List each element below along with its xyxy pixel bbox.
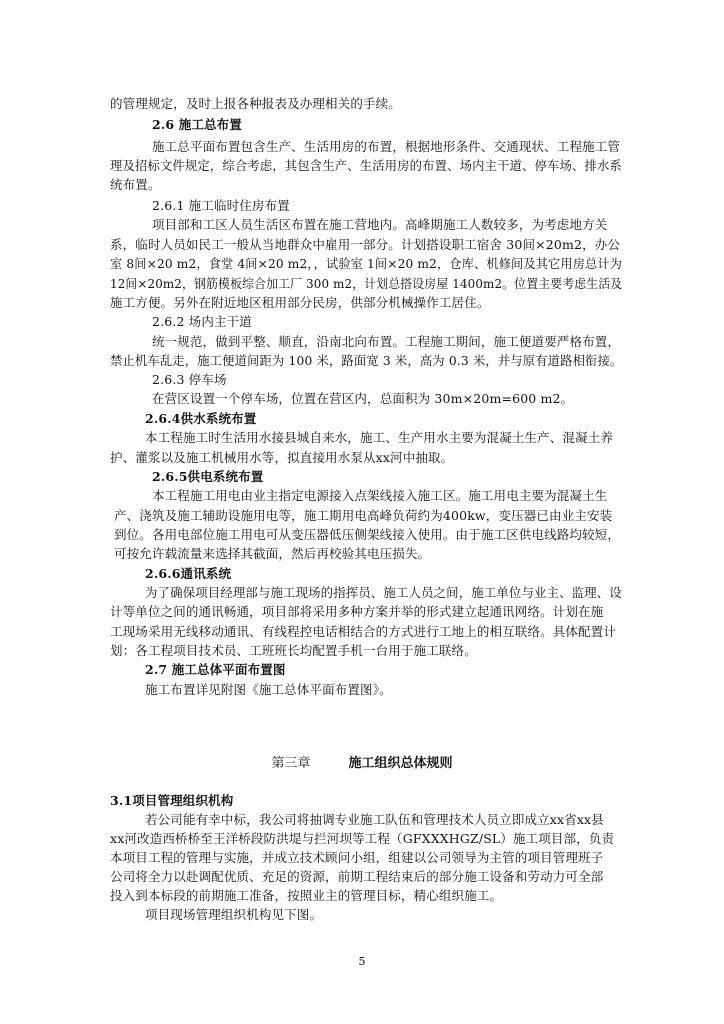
- section-heading: 2.7 施工总体平面布置图: [145, 662, 286, 677]
- text-line: 为了确保项目经理部与施工现场的指挥员、施工人员之间，施工单位与业主、监理、设: [145, 585, 622, 600]
- subsection-heading: 2.6.5供电系统布置: [152, 469, 264, 484]
- text-line: 项目部和工区人员生活区布置在施工营地内。高峰期施工人数较多，为考虑地方关: [152, 217, 608, 232]
- text-line: 公司将全力以赴调配优质、充足的资源，前期工程结束后的部分施工设备和劳动力可全部: [110, 869, 604, 884]
- text-line: 若公司能有幸中标，我公司将抽调专业施工队伍和管理技术人员立即成立xx省xx县: [145, 812, 604, 827]
- text-line: 统布置。: [110, 177, 161, 192]
- subsection-heading: 2.6.2 场内主干道: [152, 314, 252, 329]
- text-line: 投入到本标段的前期施工准备，按照业主的管理目标，精心组织施工。: [110, 888, 503, 903]
- text-line: 室 8间×20 m2，食堂 4间×20 m2，，试验室 1间×20 m2，仓库、机修间及其它用房总计为: [110, 256, 623, 271]
- text-line: 在营区设置一个停车场，位置在营区内，总面积为 30m×20m=600 m2。: [152, 391, 574, 406]
- text-line: 项目现场管理组织机构见下图。: [145, 907, 323, 922]
- section-heading: 2.6 施工总布置: [152, 117, 242, 132]
- text-line: 的管理规定，及时上报各种报表及办理相关的手续。: [110, 96, 401, 111]
- text-line: 本工程施工时生活用水接县城自来水，施工、生产用水主要为混凝土生产、混凝土养: [145, 430, 614, 445]
- subsection-heading: 2.6.6通讯系统: [145, 566, 232, 581]
- text-line: 统一规范，做到平整、顺直，沿南北向布置。工程施工期间，施工便道要严格布置，: [152, 334, 621, 349]
- text-line: 12间×20m2，钢筋模板综合加工厂 300 m2，计划总搭设房屋 1400m2。位置主要考虑生活及: [110, 276, 623, 291]
- text-line: 施工布置详见附图《施工总体平面布置图》。: [145, 682, 392, 697]
- chapter-title: 施工组织总体规则: [348, 756, 453, 771]
- text-line: 本工程施工用电由业主指定电源接入点架线接入施工区。施工用电主要为混凝土生: [152, 488, 608, 503]
- subsection-heading: 2.6.4供水系统布置: [145, 411, 257, 426]
- page-number: 5: [358, 955, 366, 968]
- chapter-number: 第三章: [271, 756, 311, 771]
- text-line: 本项目工程的管理与实施，并成立技术顾问小组，组建以公司领导为主管的项目管理班子: [110, 850, 604, 865]
- text-line: 系，临时人员如民工一般从当地群众中雇用一部分。计划搭设职工宿舍 30间×20m2，办公: [110, 237, 621, 252]
- section-heading: 3.1项目管理组织机构: [110, 793, 234, 808]
- chapter-heading: [0, 752, 724, 771]
- text-line: 施工总平面布置包含生产、生活用房的布置，根据地形条件、交通现状、工程施工管: [152, 139, 621, 154]
- subsection-heading: 2.6.3 停车场: [152, 372, 227, 387]
- text-line: 可按允许载流量来选择其截面，然后再校验其电压损失。: [114, 546, 431, 561]
- text-line: xx河改造西桥桥至王洋桥段防洪堤与拦河坝等工程（GFXXXHGZ/SL）施工项目部，负责: [110, 831, 615, 846]
- subsection-heading: 2.6.1 施工临时住房布置: [152, 198, 290, 213]
- text-line: 理及招标文件规定，综合考虑，其包含生产、生活用房的布置、场内主干道、停车场、排水系: [110, 158, 622, 173]
- text-line: 工现场采用无线移动通讯、有线程控电话相结合的方式进行工地上的相互联络。具体配置计: [110, 624, 617, 639]
- text-line: 禁止机车乱走，施工便道间距为 100 米，路面宽 3 米，高为 0.3 米，并与原有道路相衔接。: [110, 353, 623, 368]
- text-line: 施工方便。另外在附近地区租用部分民房，供部分机械操作工居住。: [110, 295, 490, 310]
- text-line: 划：各工程项目技术员、工班班长均配置手机一台用于施工联络。: [110, 643, 477, 658]
- text-line: 护、灌浆以及施工机械用水等，拟直接用水泵从xx河中抽取。: [110, 450, 454, 465]
- text-line: 产、浇筑及施工辅助设施用电等，施工期用电高峰负荷约为400kw，变压器已由业主安装: [114, 508, 613, 523]
- text-line: 到位。各用电部位施工用电可从变压器低压侧架线接入使用。由于施工区供电线路均较短，: [114, 527, 621, 542]
- text-line: 计等单位之间的通讯畅通，项目部将采用多种方案并举的形式建立起通讯网络。计划在施: [110, 604, 604, 619]
